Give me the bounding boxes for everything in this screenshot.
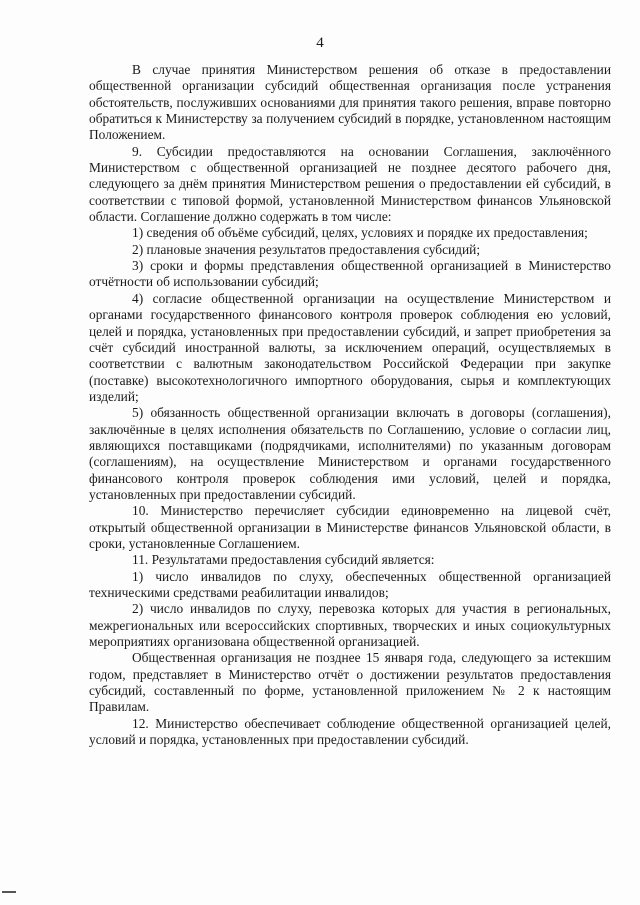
document-body [89, 62, 611, 748]
list-item-11-2: 2) число инвалидов по слуху, перевозка которых для участия в региональных, межрегиональных или всероссийских спортивных, творческих и иных социокультурных мероприятиях организована общественной организацией. [89, 601, 611, 650]
page-number: 4 [316, 35, 324, 51]
scan-edge-mark [2, 891, 16, 893]
paragraph-clause-10: 10. Министерство перечисляет субсидии единовременно на лицевой счёт, открытый общественной организации в Министерстве финансов Ульяновской области, в сроки, установленные Соглашением. [89, 503, 611, 551]
paragraph-report-deadline: Общественная организация не позднее 15 января года, следующего за истекшим годом, представляет в Министерство отчёт о достижении результатов предоставления субсидий, составленный по форме, установленной приложением № 2 к настоящим Правилам. [89, 650, 611, 715]
paragraph-clause-9: 9. Субсидии предоставляются на основании Соглашения, заключённого Министерством с общественной организацией не позднее десятого рабочего дня, следующего за днём принятия Министерством решения о предоставлении ей субсидий, в соответствии с типовой формой, установленной Министерством финансов Ульяновской области. Соглашение должно содержать в том числе: [89, 143, 611, 225]
list-item-9-5: 5) обязанность общественной организации включать в договоры (соглашения), заключённые в целях исполнения обязательств по Соглашению, условие о согласии лиц, являющихся поставщиками (подрядчиками, исполнителями) по указанным договорам (соглашениям), на осуществление Министерством и органами государственного финансового контроля проверок соблюдения ими условий, целей и порядка, установленных при предоставлении субсидий. [89, 405, 611, 502]
list-item-11-1: 1) число инвалидов по слуху, обеспеченных общественной организацией техническими средствами реабилитации инвалидов; [89, 568, 611, 600]
list-item-9-4: 4) согласие общественной организации на осуществление Министерством и органами государственного финансового контроля проверок соблюдения ею условий, целей и порядка, установленных при предоставлении субсидий, и запрет приобретения за счёт субсидий иностранной валюты, за исключением операций, осуществляемых в соответствии с валютным законодательством Российской Федерации при закупке (поставке) высокотехнологичного импортного оборудования, сырья и комплектующих изделий; [89, 290, 611, 404]
list-item-9-3: 3) сроки и формы представления общественной организацией в Министерство отчётности об использовании субсидий; [89, 258, 611, 290]
paragraph-clause-12: 12. Министерство обеспечивает соблюдение общественной организацией целей, условий и порядка, установленных при предоставлении субсидий. [89, 715, 611, 748]
list-item-9-2: 2) плановые значения результатов предоставления субсидий; [132, 241, 481, 257]
paragraph-clause-11: 11. Результатами предоставления субсидий является: [132, 552, 435, 568]
list-item-9-1: 1) сведения об объёме субсидий, целях, условиях и порядке их предоставления; [132, 225, 588, 241]
paragraph-refusal-resubmission: В случае принятия Министерством решения об отказе в предоставлении общественной организации субсидий общественная организация после устранения обстоятельств, послуживших основаниями для принятия такого решения, вправе повторно обратиться к Министерству за получением субсидий в порядке, установленном настоящим Положением. [89, 62, 611, 143]
